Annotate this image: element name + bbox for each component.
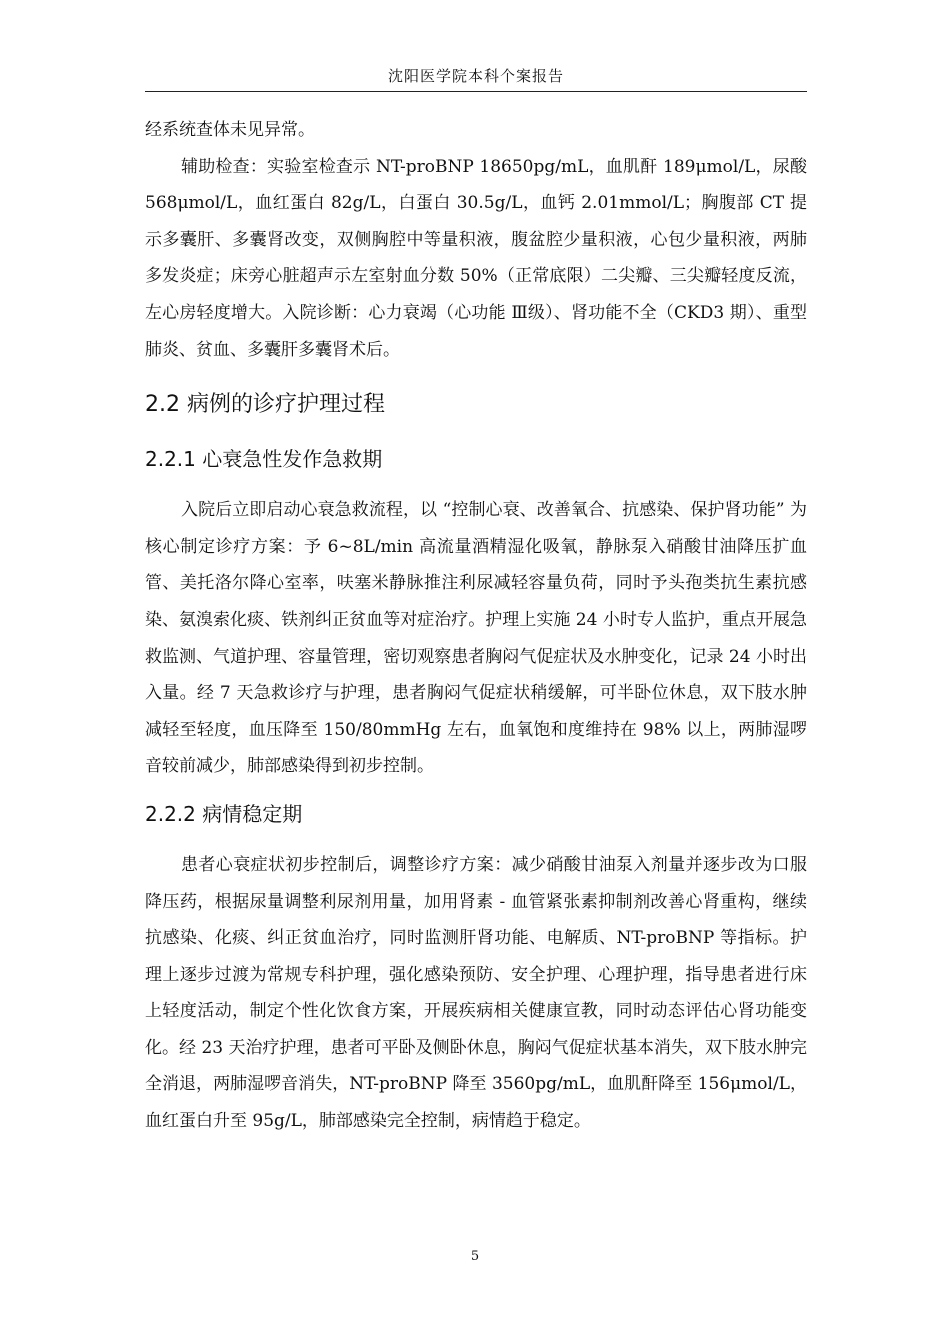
- paragraph-auxiliary-exam: 辅助检查：实验室检查示 NT-proBNP 18650pg/mL，血肌酐 189μmol/L，尿酸 568μmol/L，血红蛋白 82g/L，白蛋白 30.5g/L，血钙 2.01mmol/L；胸腹部 CT 提示多囊肝、多囊肾改变，双侧胸腔中等量积液，腹盆腔少量积液，心包少量积液，两肺多发炎症；床旁心脏超声示左室射血分数 50%（正常底限）二尖瓣、三尖瓣轻度反流，左心房轻度增大。入院诊断：心力衰竭（心功能 Ⅲ级）、肾功能不全（CKD3 期）、重型肺炎、贫血、多囊肝多囊肾术后。: [145, 156, 807, 360]
- section-heading-2-2: 2.2 病例的诊疗护理过程: [145, 392, 385, 418]
- page-number: 5: [470, 1249, 480, 1264]
- paragraph-emergency-phase: 入院后立即启动心衰急救流程，以 “控制心衰、改善氧合、抗感染、保护肾功能” 为核心制定诊疗方案：予 6~8L/min 高流量酒精湿化吸氧，静脉泵入硝酸甘油降压扩血管、美托洛尔降心室率，呋塞米静脉推注利尿减轻容量负荷，同时予头孢类抗生素抗感染、氨溴索化痰、铁剂纠正贫血等对症治疗。护理上实施 24 小时专人监护，重点开展急救监测、气道护理、容量管理，密切观察患者胸闷气促症状及水肿变化，记录 24 小时出入量。经 7 天急救诊疗与护理，患者胸闷气促症状稍缓解，可半卧位休息，双下肢水肿减轻至轻度，血压降至 150/80mmHg 左右，血氧饱和度维持在 98% 以上，两肺湿啰音较前减少，肺部感染得到初步控制。: [145, 500, 807, 777]
- header-divider: [145, 91, 807, 92]
- subsection-heading-2-2-2: 2.2.2 病情稳定期: [145, 801, 303, 826]
- running-header-title: 沈阳医学院本科个案报告: [387, 67, 564, 85]
- paragraph-stable-phase: 患者心衰症状初步控制后，调整诊疗方案：减少硝酸甘油泵入剂量并逐步改为口服降压药，根据尿量调整利尿剂用量，加用肾素 - 血管紧张素抑制剂改善心肾重构，继续抗感染、化痰、纠正贫血治疗，同时监测肝肾功能、电解质、NT-proBNP 等指标。护理上逐步过渡为常规专科护理，强化感染预防、安全护理、心理护理，指导患者进行床上轻度活动，制定个性化饮食方案，开展疾病相关健康宣教，同时动态评估心肾功能变化。经 23 天治疗护理，患者可平卧及侧卧休息，胸闷气促症状基本消失，双下肢水肿完全消退，两肺湿啰音消失，NT-proBNP 降至 3560pg/mL，血肌酐降至 156μmol/L，血红蛋白升至 95g/L，肺部感染完全控制，病情趋于稳定。: [145, 854, 807, 1132]
- paragraph-exam-end: 经系统查体未见异常。: [145, 120, 315, 140]
- subsection-heading-2-2-1: 2.2.1 心衰急性发作急救期: [145, 447, 383, 472]
- page-body: [145, 112, 807, 1140]
